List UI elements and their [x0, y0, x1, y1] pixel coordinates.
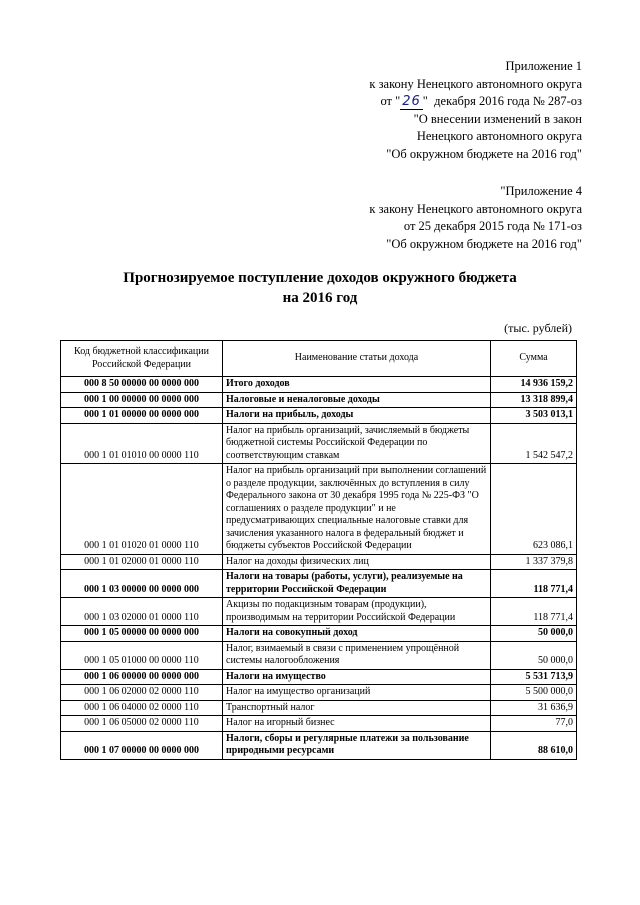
revenue-table — [60, 340, 577, 760]
table-row — [61, 700, 577, 716]
appendix-4-line: "Приложение 4 — [500, 184, 582, 198]
document-title — [0, 268, 640, 308]
table-row — [61, 626, 577, 642]
date-prefix: от " — [380, 94, 401, 108]
table-row — [61, 570, 577, 598]
header-amount: Сумма — [491, 341, 577, 377]
row-name: Налог на прибыль организаций, зачисляемый в бюджеты бюджетной системы Российской Федерации по соответствующим ставкам — [223, 423, 491, 464]
row-amount: 118 771,4 — [491, 598, 577, 626]
row-amount: 13 318 899,4 — [491, 392, 577, 408]
row-amount: 31 636,9 — [491, 700, 577, 716]
row-code: 000 1 06 00000 00 0000 000 — [61, 669, 223, 685]
table-row — [61, 685, 577, 701]
table-row — [61, 598, 577, 626]
table-header-row — [61, 341, 577, 377]
row-amount: 623 086,1 — [491, 464, 577, 555]
table-row — [61, 731, 577, 759]
row-code: 000 1 01 01010 00 0000 110 — [61, 423, 223, 464]
row-code: 000 8 50 00000 00 0000 000 — [61, 377, 223, 393]
row-amount: 3 503 013,1 — [491, 408, 577, 424]
row-code: 000 1 03 02000 01 0000 110 — [61, 598, 223, 626]
row-name: Налоги на совокупный доход — [223, 626, 491, 642]
header-code: Код бюджетной классификации Российской Федерации — [61, 341, 223, 377]
row-code: 000 1 05 00000 00 0000 000 — [61, 626, 223, 642]
date-rest: декабря 2016 года № 287-оз — [434, 94, 582, 108]
appendix-4-header — [369, 183, 582, 253]
row-name: Налоги, сборы и регулярные платежи за пользование природными ресурсами — [223, 731, 491, 759]
appendix-1-header — [369, 58, 582, 163]
row-code: 000 1 06 04000 02 0000 110 — [61, 700, 223, 716]
table-row — [61, 716, 577, 732]
row-amount: 14 936 159,2 — [491, 377, 577, 393]
row-code: 000 1 06 05000 02 0000 110 — [61, 716, 223, 732]
row-code: 000 1 06 02000 02 0000 110 — [61, 685, 223, 701]
appendix-1-line: Ненецкого автономного округа — [416, 129, 582, 143]
appendix-1-line: к закону Ненецкого автономного округа — [369, 76, 582, 91]
row-name: Налог на доходы физических лиц — [223, 554, 491, 570]
table-row — [61, 669, 577, 685]
appendix-4-line: "Об окружном бюджете на 2016 год" — [386, 236, 582, 251]
row-code: 000 1 07 00000 00 0000 000 — [61, 731, 223, 759]
unit-label: (тыс. рублей) — [504, 321, 572, 335]
row-name: Налоги на прибыль, доходы — [223, 408, 491, 424]
row-amount: 118 771,4 — [491, 570, 577, 598]
appendix-4-line: к закону Ненецкого автономного округа — [369, 201, 582, 216]
title-line-2: на 2016 год — [282, 290, 358, 306]
table-row — [61, 464, 577, 555]
row-amount: 1 542 547,2 — [491, 423, 577, 464]
appendix-1-date-line — [369, 93, 582, 111]
table-body — [61, 377, 577, 760]
table-row — [61, 408, 577, 424]
row-name: Налог на прибыль организаций при выполнении соглашений о разделе продукции, заключённых до вступления в силу Федерального закона от 30 декабря 1995 года № 225-ФЗ "О соглашениях о разделе продукции" и не предусматривающих специальные налоговые ставки для зачисления указанного налога в федеральный бюджет и бюджеты субъектов Российской Федерации — [223, 464, 491, 555]
row-name: Налоговые и неналоговые доходы — [223, 392, 491, 408]
row-amount: 50 000,0 — [491, 626, 577, 642]
row-name: Налог, взимаемый в связи с применением упрощённой системы налогообложения — [223, 641, 491, 669]
row-name: Итого доходов — [223, 377, 491, 393]
row-amount: 50 000,0 — [491, 641, 577, 669]
table-row — [61, 554, 577, 570]
table-row — [61, 377, 577, 393]
appendix-1-line: "О внесении изменений в закон — [413, 111, 582, 126]
row-name: Акцизы по подакцизным товарам (продукции), производимым на территории Российской Федерации — [223, 598, 491, 626]
header-name: Наименование статьи дохода — [223, 341, 491, 377]
row-code: 000 1 03 00000 00 0000 000 — [61, 570, 223, 598]
appendix-1-line: Приложение 1 — [505, 59, 582, 73]
date-suffix: " — [422, 94, 428, 108]
handwritten-day: 26 — [402, 94, 421, 109]
row-name: Налоги на имущество — [223, 669, 491, 685]
row-amount: 5 500 000,0 — [491, 685, 577, 701]
row-code: 000 1 01 02000 01 0000 110 — [61, 554, 223, 570]
row-name: Транспортный налог — [223, 700, 491, 716]
row-amount: 5 531 713,9 — [491, 669, 577, 685]
row-amount: 77,0 — [491, 716, 577, 732]
table-row — [61, 641, 577, 669]
row-code: 000 1 00 00000 00 0000 000 — [61, 392, 223, 408]
row-code: 000 1 01 00000 00 0000 000 — [61, 408, 223, 424]
row-code: 000 1 05 01000 00 0000 110 — [61, 641, 223, 669]
row-name: Налог на игорный бизнес — [223, 716, 491, 732]
appendix-1-line: "Об окружном бюджете на 2016 год" — [386, 146, 582, 161]
row-code: 000 1 01 01020 01 0000 110 — [61, 464, 223, 555]
appendix-4-line: от 25 декабря 2015 года № 171-оз — [403, 219, 582, 233]
table-row — [61, 392, 577, 408]
row-amount: 88 610,0 — [491, 731, 577, 759]
row-amount: 1 337 379,8 — [491, 554, 577, 570]
title-line-1: Прогнозируемое поступление доходов окружного бюджета — [123, 270, 517, 286]
table-row — [61, 423, 577, 464]
row-name: Налог на имущество организаций — [223, 685, 491, 701]
row-name: Налоги на товары (работы, услуги), реализуемые на территории Российской Федерации — [223, 570, 491, 598]
